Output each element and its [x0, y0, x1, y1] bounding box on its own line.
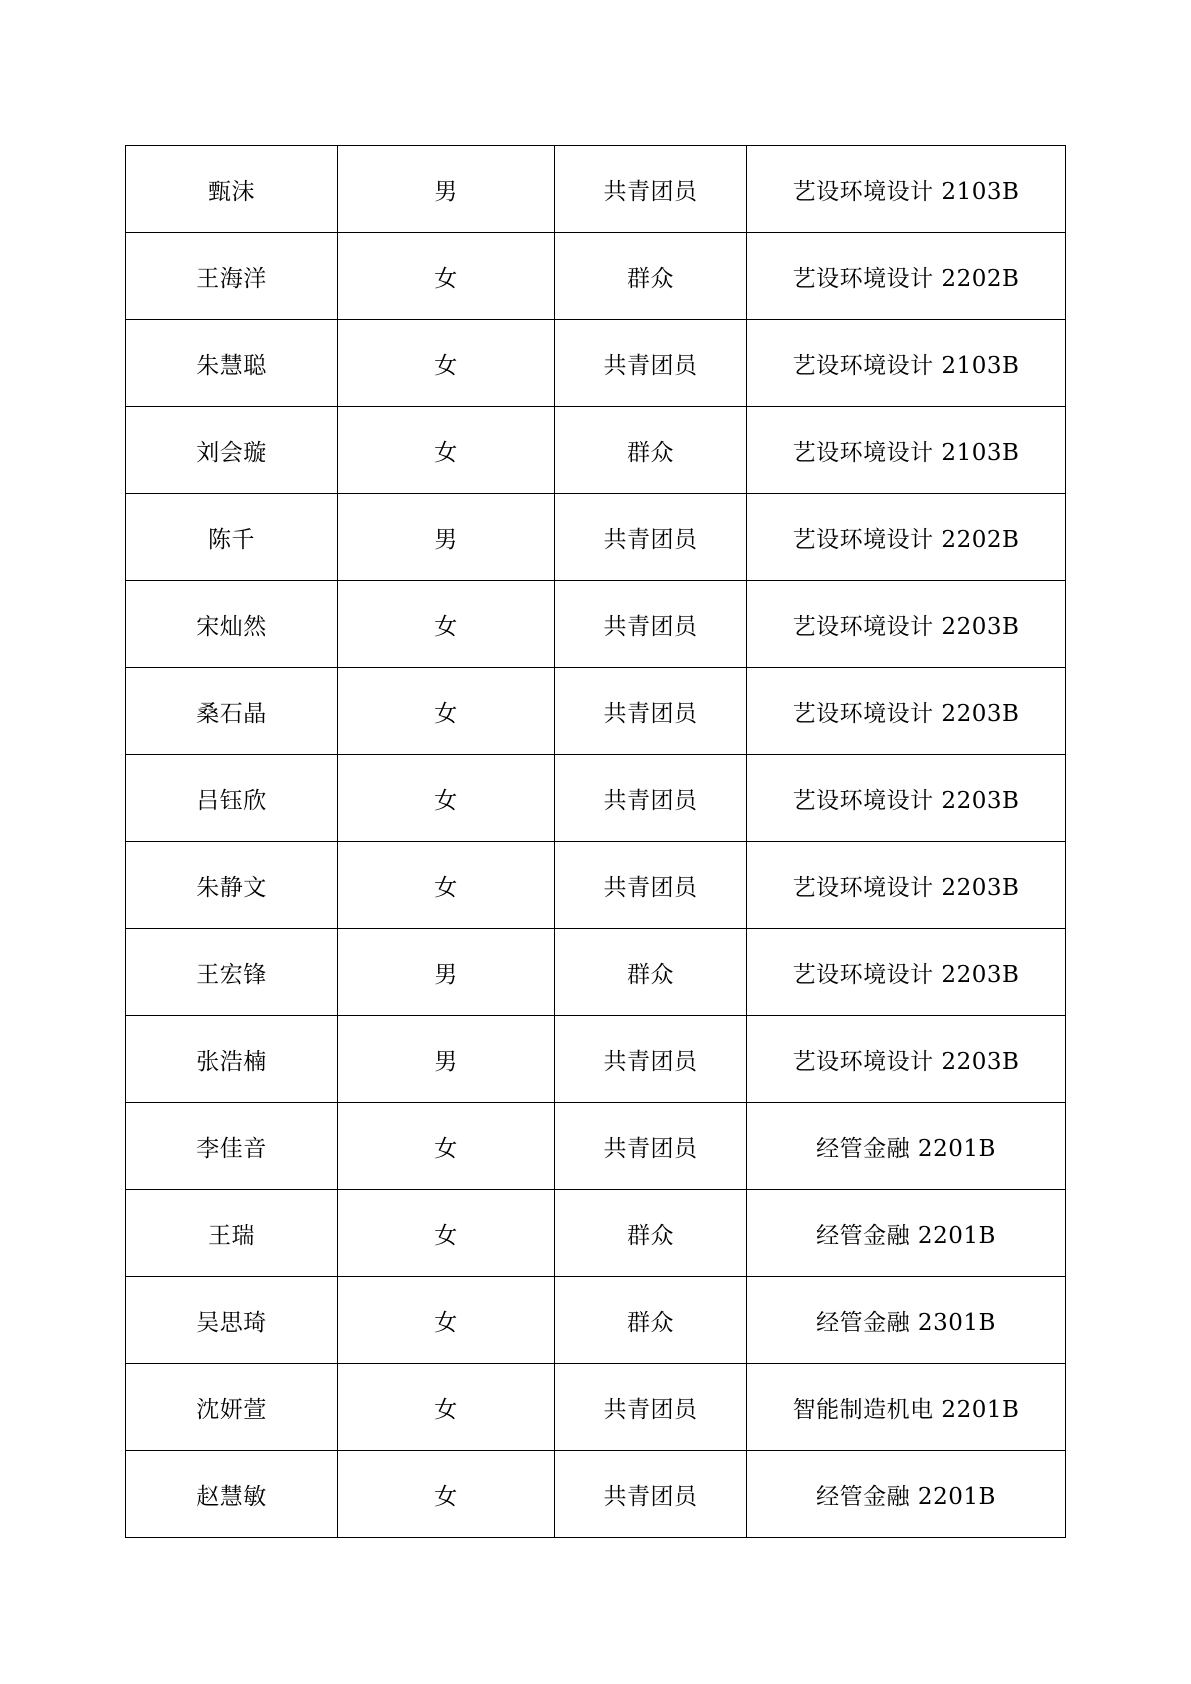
name-cell: 陈千 [126, 494, 338, 581]
gender-cell: 女 [338, 233, 555, 320]
class-cell: 艺设环境设计 2203B [747, 581, 1066, 668]
table-row [126, 1277, 1066, 1364]
class-cell: 艺设环境设计 2103B [747, 146, 1066, 233]
table-row [126, 1190, 1066, 1277]
gender-cell: 男 [338, 494, 555, 581]
table-row [126, 929, 1066, 1016]
name-cell: 吕钰欣 [126, 755, 338, 842]
name-cell: 吴思琦 [126, 1277, 338, 1364]
class-cell: 艺设环境设计 2203B [747, 755, 1066, 842]
name-cell: 王瑞 [126, 1190, 338, 1277]
gender-cell: 女 [338, 1364, 555, 1451]
name-cell: 王海洋 [126, 233, 338, 320]
political-status-cell: 群众 [555, 407, 747, 494]
gender-cell: 男 [338, 146, 555, 233]
gender-cell: 女 [338, 1451, 555, 1538]
name-cell: 赵慧敏 [126, 1451, 338, 1538]
political-status-cell: 共青团员 [555, 320, 747, 407]
table-row [126, 146, 1066, 233]
table-row [126, 320, 1066, 407]
table-row [126, 1103, 1066, 1190]
table-row [126, 1364, 1066, 1451]
political-status-cell: 共青团员 [555, 755, 747, 842]
table-row [126, 494, 1066, 581]
gender-cell: 男 [338, 929, 555, 1016]
political-status-cell: 群众 [555, 233, 747, 320]
political-status-cell: 共青团员 [555, 668, 747, 755]
student-roster-table [125, 145, 1066, 1538]
class-cell: 经管金融 2201B [747, 1103, 1066, 1190]
political-status-cell: 共青团员 [555, 1103, 747, 1190]
political-status-cell: 群众 [555, 1277, 747, 1364]
class-cell: 艺设环境设计 2103B [747, 407, 1066, 494]
class-cell: 艺设环境设计 2103B [747, 320, 1066, 407]
class-cell: 艺设环境设计 2202B [747, 494, 1066, 581]
political-status-cell: 共青团员 [555, 1364, 747, 1451]
gender-cell: 女 [338, 842, 555, 929]
political-status-cell: 共青团员 [555, 146, 747, 233]
gender-cell: 女 [338, 1103, 555, 1190]
political-status-cell: 共青团员 [555, 581, 747, 668]
name-cell: 刘会璇 [126, 407, 338, 494]
gender-cell: 女 [338, 407, 555, 494]
name-cell: 桑石晶 [126, 668, 338, 755]
name-cell: 沈妍萱 [126, 1364, 338, 1451]
political-status-cell: 共青团员 [555, 1016, 747, 1103]
class-cell: 经管金融 2201B [747, 1451, 1066, 1538]
gender-cell: 女 [338, 668, 555, 755]
class-cell: 经管金融 2201B [747, 1190, 1066, 1277]
name-cell: 朱静文 [126, 842, 338, 929]
name-cell: 甄沫 [126, 146, 338, 233]
class-cell: 艺设环境设计 2203B [747, 1016, 1066, 1103]
gender-cell: 女 [338, 320, 555, 407]
class-cell: 艺设环境设计 2203B [747, 842, 1066, 929]
table-row [126, 233, 1066, 320]
name-cell: 宋灿然 [126, 581, 338, 668]
class-cell: 艺设环境设计 2203B [747, 668, 1066, 755]
name-cell: 王宏锋 [126, 929, 338, 1016]
table-row [126, 1451, 1066, 1538]
gender-cell: 女 [338, 581, 555, 668]
gender-cell: 女 [338, 1190, 555, 1277]
class-cell: 智能制造机电 2201B [747, 1364, 1066, 1451]
name-cell: 张浩楠 [126, 1016, 338, 1103]
table-row [126, 842, 1066, 929]
table-row [126, 407, 1066, 494]
table-row [126, 668, 1066, 755]
table-row [126, 581, 1066, 668]
class-cell: 经管金融 2301B [747, 1277, 1066, 1364]
gender-cell: 女 [338, 1277, 555, 1364]
political-status-cell: 共青团员 [555, 842, 747, 929]
political-status-cell: 共青团员 [555, 494, 747, 581]
class-cell: 艺设环境设计 2203B [747, 929, 1066, 1016]
political-status-cell: 群众 [555, 1190, 747, 1277]
table-row [126, 755, 1066, 842]
name-cell: 朱慧聪 [126, 320, 338, 407]
gender-cell: 男 [338, 1016, 555, 1103]
political-status-cell: 群众 [555, 929, 747, 1016]
class-cell: 艺设环境设计 2202B [747, 233, 1066, 320]
name-cell: 李佳音 [126, 1103, 338, 1190]
gender-cell: 女 [338, 755, 555, 842]
roster-body [126, 146, 1066, 1538]
table-row [126, 1016, 1066, 1103]
political-status-cell: 共青团员 [555, 1451, 747, 1538]
